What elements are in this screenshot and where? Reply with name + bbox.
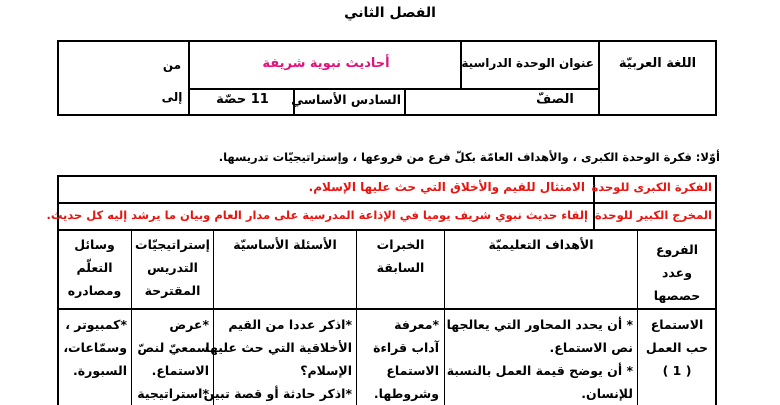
header-objectives: الأهداف التعليميّة (488, 237, 594, 252)
big-idea-label: الفكرة الكبرى للوحدة (591, 180, 712, 194)
unit-title-label: عنوان الوحدة الدراسية (461, 56, 594, 70)
header-branches: الفروع وعدد حصصها (653, 242, 701, 303)
to-label: إلى (161, 90, 183, 104)
big-output-value: إلقاء حديث نبوي شريف يوميا في الإذاعة المدرسية على مدار العام وبيان ما يرشد إليه كل حديث. (46, 208, 588, 222)
big-output-label: المخرج الكبير للوحدة (594, 208, 712, 222)
header-essential-questions: الأسئلة الأساسيّة (233, 237, 337, 252)
row1-essential-questions: *اذكر عددا من القيم الأخلاقية التي حث عليها الإسلام؟ *اذكر حادثة أو قصة تبين (203, 317, 352, 401)
sessions-value: 11 حصّة (216, 92, 269, 107)
big-idea-value: الامتثال للقيم والأخلاق التي حث عليها الإسلام. (308, 180, 585, 194)
header-strategies: إستراتيجيّات التدريس المقترحة (135, 237, 210, 298)
header-resources: وسائل التعلّم ومصادره (67, 237, 122, 298)
row1-branch: الاستماع حب العمل ( 1 ) (645, 317, 709, 378)
header-prior-experience: الخبرات السابقة (376, 237, 425, 275)
grade-label: الصفّ (536, 92, 574, 107)
unit-title-value: أحاديث نبوية شريفة (262, 56, 390, 71)
from-label: من (162, 58, 182, 72)
grade-value: السادس الأساسي (291, 92, 401, 107)
subject-label: اللغة العربيّة (618, 56, 697, 71)
row1-resources: *كمبيوتر ، وسمّاعات، السبورة. (63, 317, 127, 378)
row1-strategies: *عرض سمعيّ لنصّ الاستماع. *استراتيجية (137, 317, 209, 401)
section-heading: أوّلا: فكرة الوحدة الكبرى ، والأهداف العامّة بكلّ فرع من فروعها ، وإستراتيجيّات تدريسها. (218, 150, 720, 164)
row1-prior-experience: *معرفة آداب قراءة الاستماع وشروطها. (373, 317, 439, 401)
page-title: الفصل الثاني (344, 5, 436, 21)
row1-objectives: * أن يحدد المحاور التي يعالجها نص الاستماع. * أن يوضح قيمة العمل بالنسبة للإنسان. (446, 317, 633, 401)
